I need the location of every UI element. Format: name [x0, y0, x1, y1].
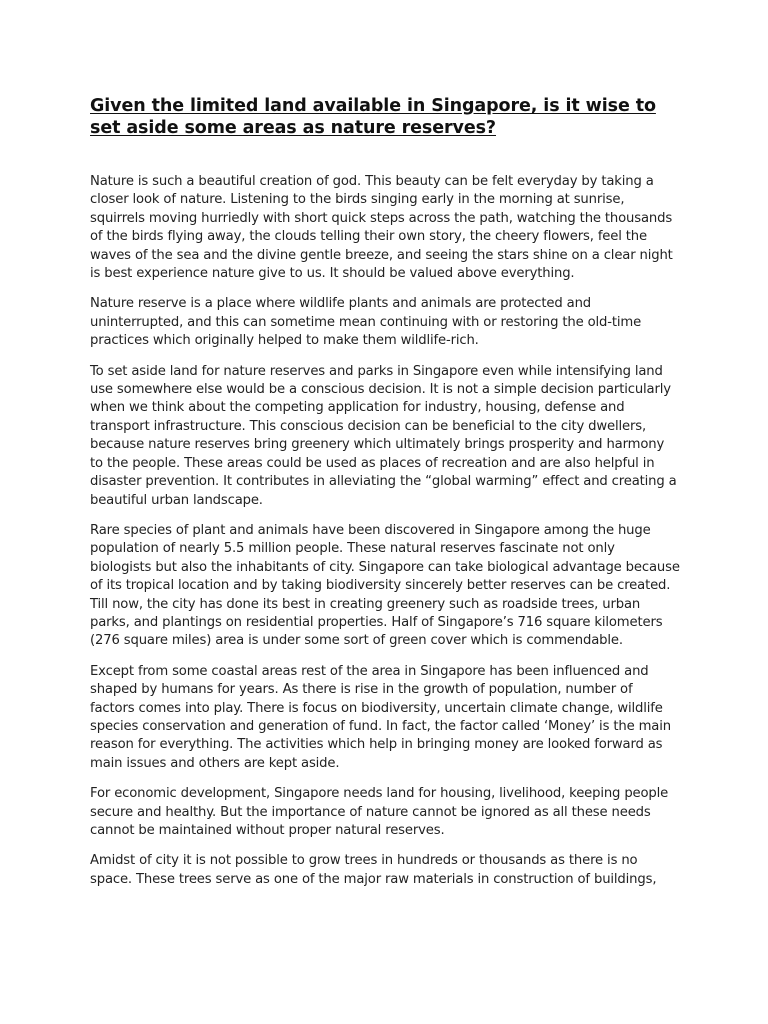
paragraph-4: Rare species of plant and animals have been discovered in Singapore among the huge population of nearly 5.5 million people. These natural reserves fascinate not only biologists but also the inhabitants of city. Singapore can take biological advantage because of its tropical location and by taking biodiversity sincerely better reserves can be created. Till now, the city has done its best in creating greenery such as roadside trees, urban parks, and plantings on residential properties. Half of Singapore’s 716 square kilometers (276 square miles) area is under some sort of green cover which is commendable.: [90, 522, 680, 649]
document-body: [90, 95, 680, 901]
paragraph-2: Nature reserve is a place where wildlife plants and animals are protected and uninterrupted, and this can sometime mean continuing with or restoring the old-time practices which originally helped to make them wildlife-rich.: [90, 296, 642, 349]
paragraph-6: For economic development, Singapore needs land for housing, livelihood, keeping people secure and healthy. But the importance of nature cannot be ignored as all these needs cannot be maintained without proper natural reserves.: [90, 786, 669, 838]
document-title: Given the limited land available in Singapore, is it wise to set aside some areas as nature reserves?: [90, 96, 656, 138]
paragraph-1: Nature is such a beautiful creation of god. This beauty can be felt everyday by taking a closer look of nature. Listening to the birds singing early in the morning at sunrise, squirrels moving hurriedly with short quick steps across the path, watching the thousands of the birds flying away, the clouds telling their own story, the cheery flowers, feel the waves of the sea and the divine gentle breeze, and seeing the stars shine on a clear night is best experience nature give to us. It should be valued above everything.: [90, 174, 673, 282]
paragraph-7: Amidst of city it is not possible to grow trees in hundreds or thousands as there is no space. These trees serve as one of the major raw materials in construction of buildings,: [90, 853, 657, 887]
paragraph-3: To set aside land for nature reserves and parks in Singapore even while intensifying land use somewhere else would be a conscious decision. It is not a simple decision particularly when we think about the competing application for industry, housing, defense and transport infrastructure. This conscious decision can be beneficial to the city dwellers, because nature reserves bring greenery which ultimately brings prosperity and harmony to the people. These areas could be used as places of recreation and are also helpful in disaster prevention. It contributes in alleviating the “global warming” effect and creating a beautiful urban landscape.: [90, 363, 677, 508]
paragraph-5: Except from some coastal areas rest of the area in Singapore has been influenced and shaped by humans for years. As there is rise in the growth of population, number of factors comes into play. There is focus on biodiversity, uncertain climate change, wildlife species conservation and generation of fund. In fact, the factor called ‘Money’ is the main reason for everything. The activities which help in bringing money are looked forward as main issues and others are kept aside.: [90, 663, 671, 771]
